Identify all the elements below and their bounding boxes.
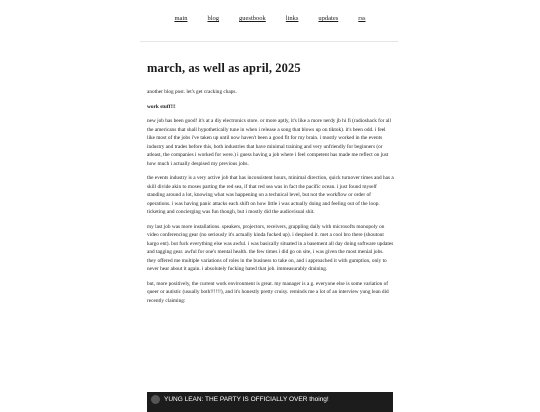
blog-post bbox=[147, 60, 394, 311]
post-paragraph: my last job was more installations. speakers, projectors, receivers, grappling daily with microsofts monopoly on video conferencing gear (no seriously it's actually kinda fucked up). i despised it. met a cool bro there (shoutout kargo ent). but fuck everything else was awful. i was basically situated in a basement all day doing software updates and tagging gear. awful for one's mental health. the few times i did go on site, i was given the most menial jobs. they offered me multiple variations of roles in the business to take on, and i approached it with gumption, only to never hear about it again. i absolutely fucking hated that job. immeasurably draining. bbox=[147, 223, 394, 272]
video-title[interactable]: YUNG LEAN: THE PARTY IS OFFICIALLY OVER thoing! bbox=[164, 396, 329, 403]
top-nav bbox=[0, 15, 540, 22]
post-intro: another blog post. let's get cracking chaps. bbox=[147, 89, 237, 95]
post-paragraph: new job has been good! it's at a diy electronics store. or more aptly, it's like a more nerdy jb hi fi (radioshack for all the americans that shall hypothetically tune in when i release a song that blows up on tiktok). it's been odd. i feel like most of the jobs i've taken up until now haven't been a good fit for my brain. i mostly worked in the events industry and trades before this, both industries that have minimal training and very unfriendly for beginners (or atleast, the companies i worked for were.) i guess having a job where i feel competent has made me reflect on just how much i actually despised my previous jobs. bbox=[147, 118, 391, 167]
nav-link-blog[interactable]: blog bbox=[207, 15, 220, 22]
nav-link-links[interactable]: links bbox=[285, 15, 299, 22]
channel-avatar bbox=[151, 395, 160, 404]
section-heading: work stuff!!! bbox=[147, 103, 176, 110]
post-paragraph: the events industry is a very active job that has inconsistent hours, minimal direction, quick turnover times and has a skill divide akin to moses parting the red sea, if that red sea was in fact the pacific ocean. i just found myself standing around a lot, knowing what was happening on a technical level, but not the workflow or order of operations. i was having panic attacks each shift on how little i was actually doing and feeling out of the loop. ticketing and concierging was fun though, but i mostly did the audiovisual shit. bbox=[147, 175, 394, 215]
nav-link-guestbook[interactable]: guestbook bbox=[239, 15, 266, 22]
nav-link-main[interactable]: main bbox=[174, 15, 188, 22]
post-paragraph: but, more positively, the current work environment is great. my manager is a g. everyone else is some variation of queer or autistic (usually both!!!!!!), and it's honestly pretty cruisy. reminds me a lot of an interview yung lean did recently claiming: bbox=[147, 280, 389, 304]
post-title: march, as well as april, 2025 bbox=[147, 61, 301, 75]
embedded-video[interactable] bbox=[147, 392, 393, 412]
nav-link-updates[interactable]: updates bbox=[318, 15, 339, 22]
nav-link-rss[interactable]: rss bbox=[358, 15, 366, 22]
nav-divider bbox=[140, 41, 398, 42]
